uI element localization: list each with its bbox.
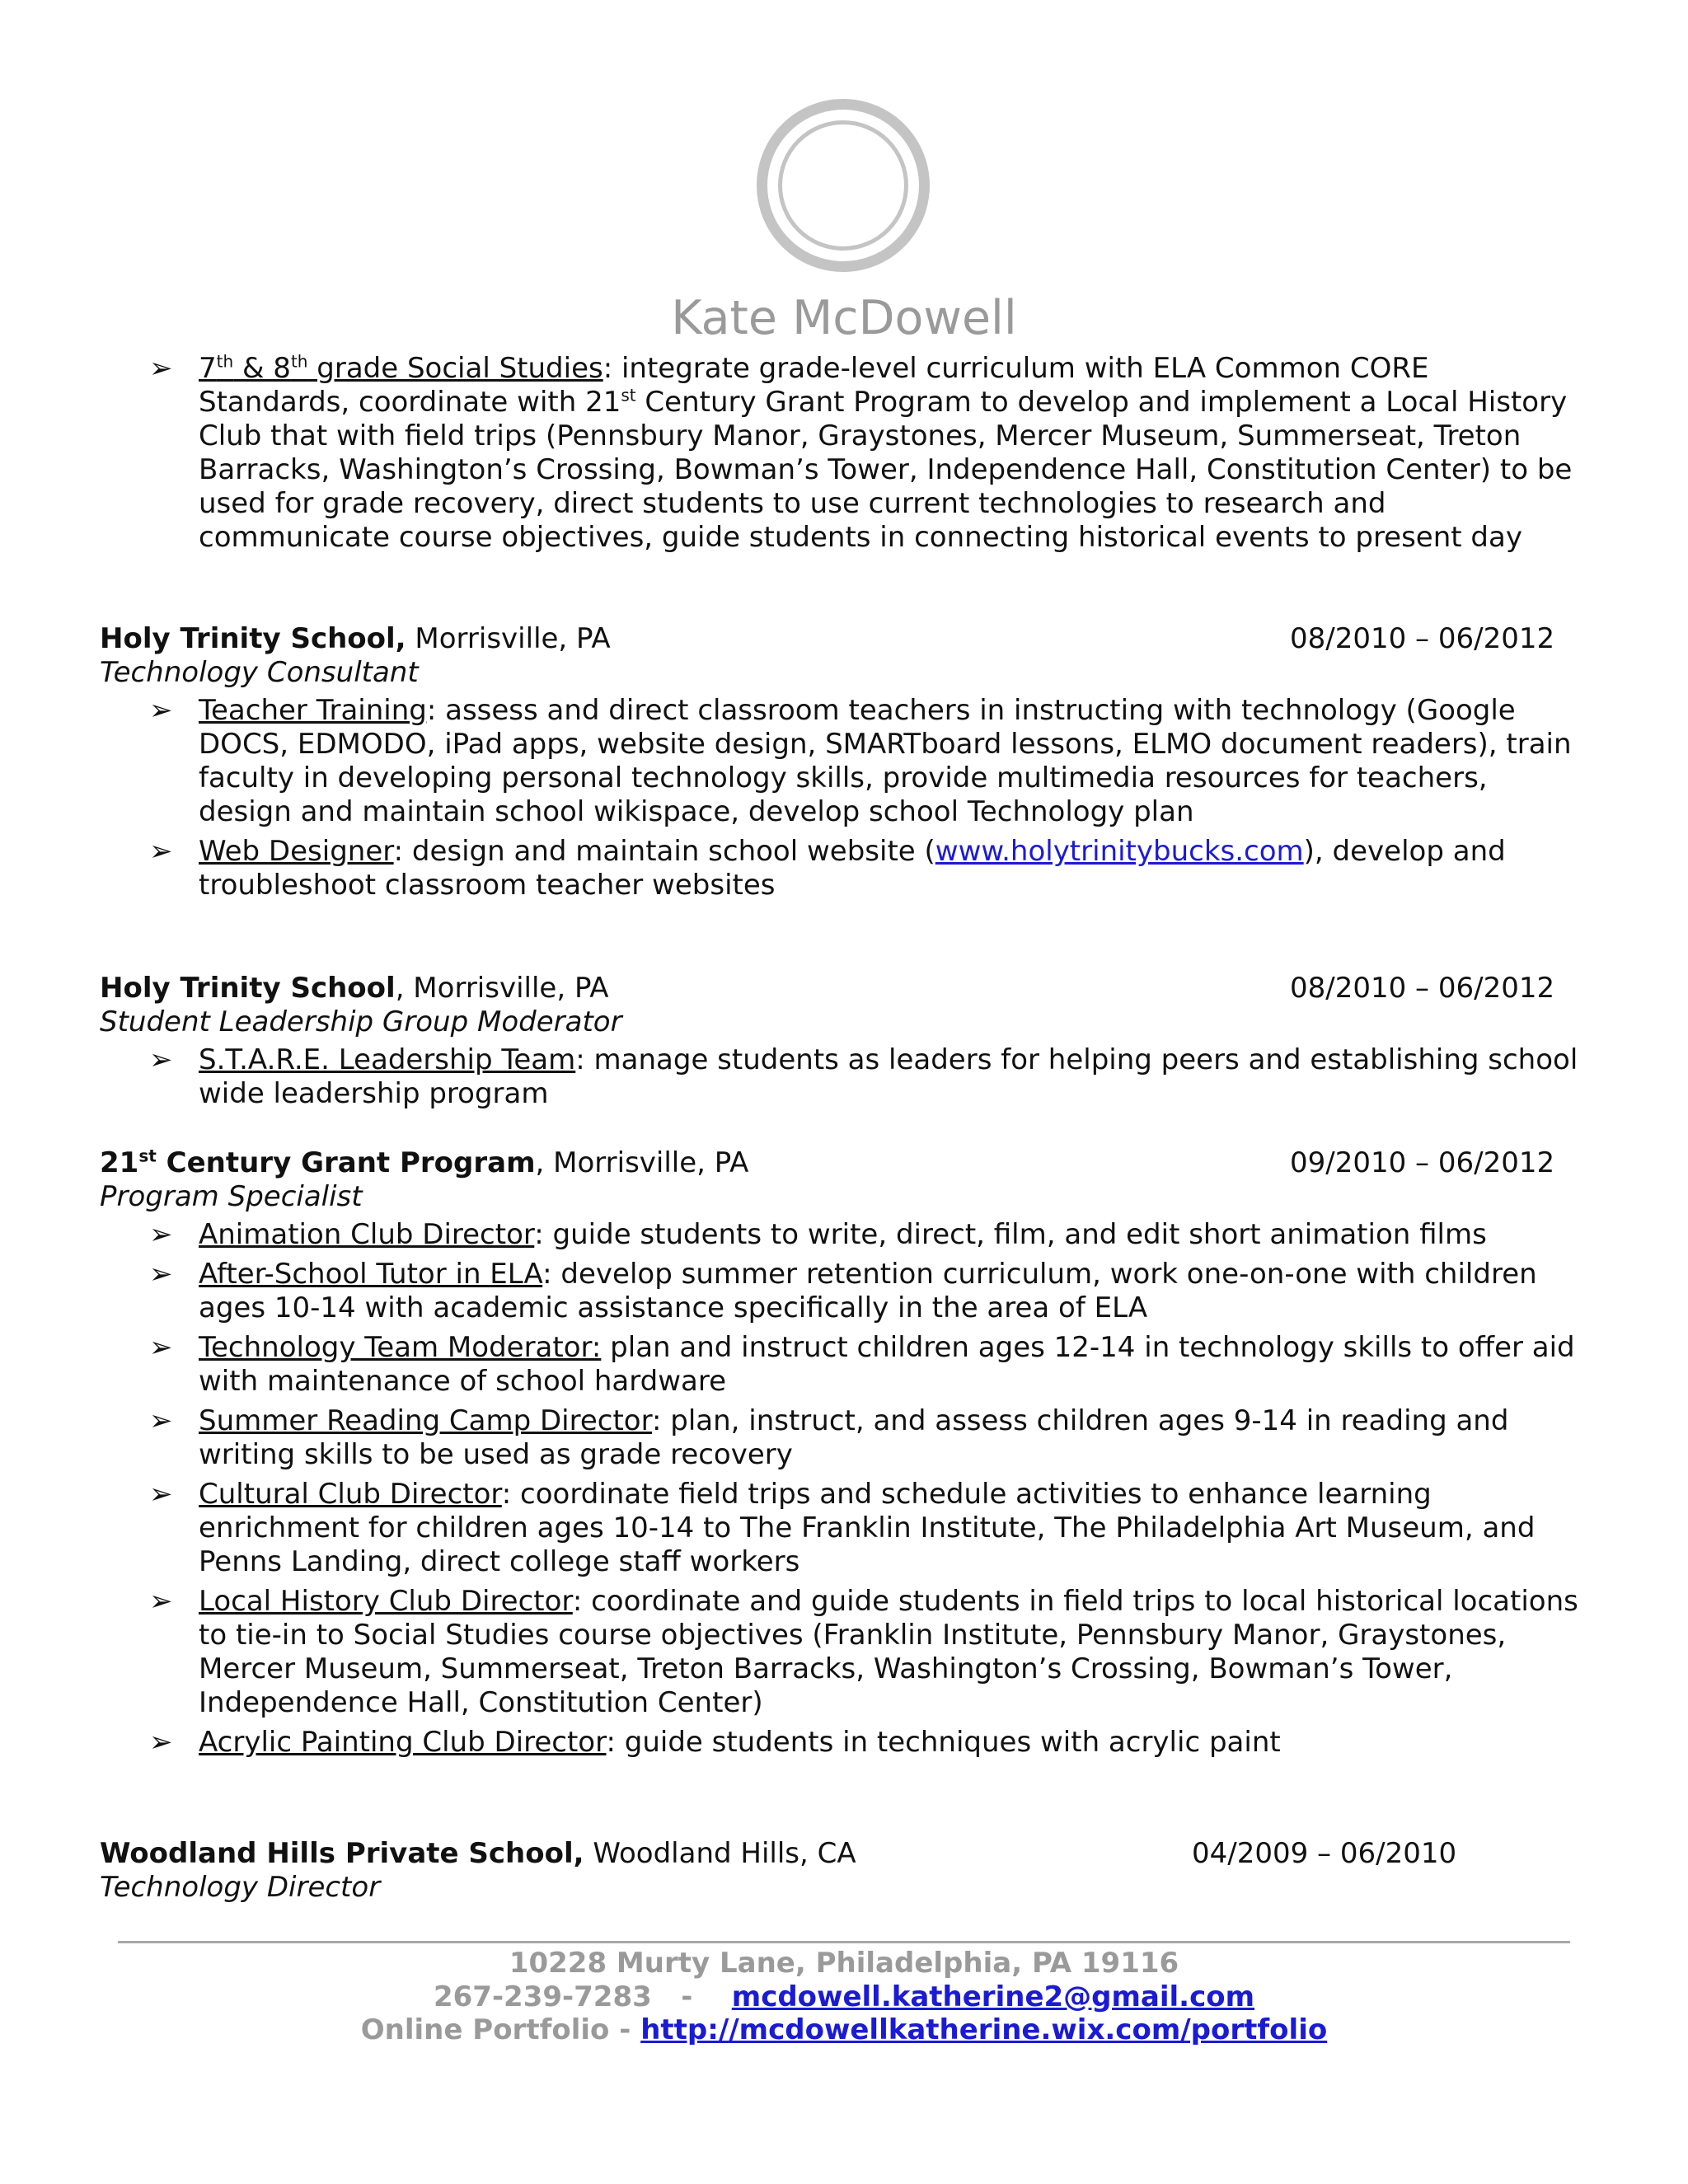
footer-divider — [118, 1941, 1570, 1943]
job-dates: 08/2010 – 06/2012 — [1290, 972, 1555, 1005]
footer-contact — [0, 1980, 1688, 2013]
job-role: Program Specialist — [100, 1180, 363, 1213]
email-link[interactable]: mcdowell.katherine2@gmail.com — [731, 1980, 1255, 2013]
intro-bullet-section — [100, 352, 1583, 555]
list-item: ➢ Web Designer: design and maintain school website (www.holytrinitybucks.com), develop and troubleshoot classroom teacher websites — [149, 835, 1506, 902]
portfolio-link[interactable]: http://mcdowellkatherine.wix.com/portfolio — [640, 2013, 1328, 2046]
school-website-link[interactable]: www.holytrinitybucks.com — [935, 835, 1304, 868]
arrow-bullet-icon: ➢ — [149, 1478, 173, 1511]
job-21st-century — [100, 1146, 1583, 1760]
list-item: ➢ Acrylic Painting Club Director: guide students in techniques with acrylic paint — [149, 1726, 1281, 1759]
job-location: Morrisville, PA — [406, 622, 611, 655]
list-item: ➢ 7th & 8th grade Social Studies: integrate grade-level curriculum with ELA Common CORE Standards, coordinate with 21st Century Grant Program to develop and implement a Local History Club that with field trips (Pennsbury Manor, Graystones, Mercer Museum, Summerseat, Treton Barracks, Washington’s Crossing, Bowman’s Tower, Independence Hall, Constitution Center) to be used for grade recovery, direct students to use current technologies to research and communicate course objectives, guide students in connecting historical events to present day — [149, 351, 1573, 554]
candidate-name: Kate McDowell — [671, 291, 1017, 345]
job-dates: 08/2010 – 06/2012 — [1290, 622, 1555, 655]
job-dates: 04/2009 – 06/2010 — [1192, 1837, 1457, 1870]
job-role: Technology Consultant — [100, 656, 419, 689]
footer-address: 10228 Murty Lane, Philadelphia, PA 19116 — [509, 1947, 1179, 1980]
list-item: ➢ After-School Tutor in ELA: develop summer retention curriculum, work one-on-one with children ages 10-14 with academic assistance specifically in the area of ELA — [149, 1258, 1537, 1324]
job-org: Holy Trinity School, — [100, 622, 406, 655]
arrow-bullet-icon: ➢ — [149, 1218, 173, 1251]
footer-phone: 267-239-7283 — [433, 1980, 652, 2013]
bullet-title: 7th & 8th grade Social Studies — [199, 351, 603, 385]
list-item: ➢ Teacher Training: assess and direct classroom teachers in instructing with technology (Google DOCS, EDMODO, iPad apps, website design, SMARTboard lessons, ELMO document readers), train faculty in developing personal technology skills, provide multimedia resources for teachers, design and maintain school wikispace, develop school Technology plan — [149, 694, 1572, 828]
list-item: ➢ Technology Team Moderator: plan and instruct children ages 12-14 in technology skills to offer aid with maintenance of school hardware — [149, 1331, 1575, 1398]
job-org: Woodland Hills Private School, — [100, 1837, 584, 1870]
arrow-bullet-icon: ➢ — [149, 835, 173, 868]
portfolio-label: Online Portfolio - — [360, 2013, 641, 2046]
list-item: ➢ Animation Club Director: guide students to write, direct, film, and edit short animation films — [149, 1218, 1487, 1251]
job-role: Student Leadership Group Moderator — [100, 1005, 622, 1038]
footer-separator: - — [681, 1980, 693, 2013]
job-woodland-hills — [100, 1836, 1583, 1905]
job-org: Holy Trinity School — [100, 972, 396, 1005]
circle-logo-icon — [757, 99, 930, 272]
job-location: Woodland Hills, CA — [584, 1837, 856, 1870]
list-item: ➢ Summer Reading Camp Director: plan, instruct, and assess children ages 9-14 in reading and writing skills to be used as grade recovery — [149, 1404, 1509, 1471]
arrow-bullet-icon: ➢ — [149, 1726, 173, 1759]
arrow-bullet-icon: ➢ — [149, 1043, 173, 1076]
list-item: ➢ Cultural Club Director: coordinate field trips and schedule activities to enhance learning enrichment for children ages 10-14 to The Franklin Institute, The Philadelphia Art Museum, and Penns Landing, direct college staff workers — [149, 1478, 1536, 1578]
job-location: , Morrisville, PA — [535, 1146, 749, 1179]
arrow-bullet-icon: ➢ — [149, 1585, 173, 1618]
job-role: Technology Director — [100, 1871, 381, 1904]
list-item: ➢ S.T.A.R.E. Leadership Team: manage students as leaders for helping peers and establishing school wide leadership program — [149, 1043, 1578, 1110]
job-dates: 09/2010 – 06/2012 — [1290, 1146, 1555, 1179]
job-holy-trinity-leadership — [100, 971, 1583, 1111]
arrow-bullet-icon: ➢ — [149, 1404, 173, 1437]
arrow-bullet-icon: ➢ — [149, 1258, 173, 1291]
arrow-bullet-icon: ➢ — [149, 694, 173, 727]
job-org: 21st Century Grant Program — [100, 1146, 536, 1179]
footer-portfolio — [0, 2013, 1688, 2046]
job-holy-trinity-tech — [100, 621, 1583, 902]
job-location: , Morrisville, PA — [395, 972, 609, 1005]
arrow-bullet-icon: ➢ — [149, 1331, 173, 1364]
arrow-bullet-icon: ➢ — [149, 352, 173, 385]
list-item: ➢ Local History Club Director: coordinate and guide students in field trips to local historical locations to tie-in to Social Studies course objectives (Franklin Institute, Pennsbury Manor, Graystones, Mercer Museum, Summerseat, Treton Barracks, Washington’s Crossing, Bowman’s Tower, Independence Hall, Constitution Center) — [149, 1585, 1578, 1719]
